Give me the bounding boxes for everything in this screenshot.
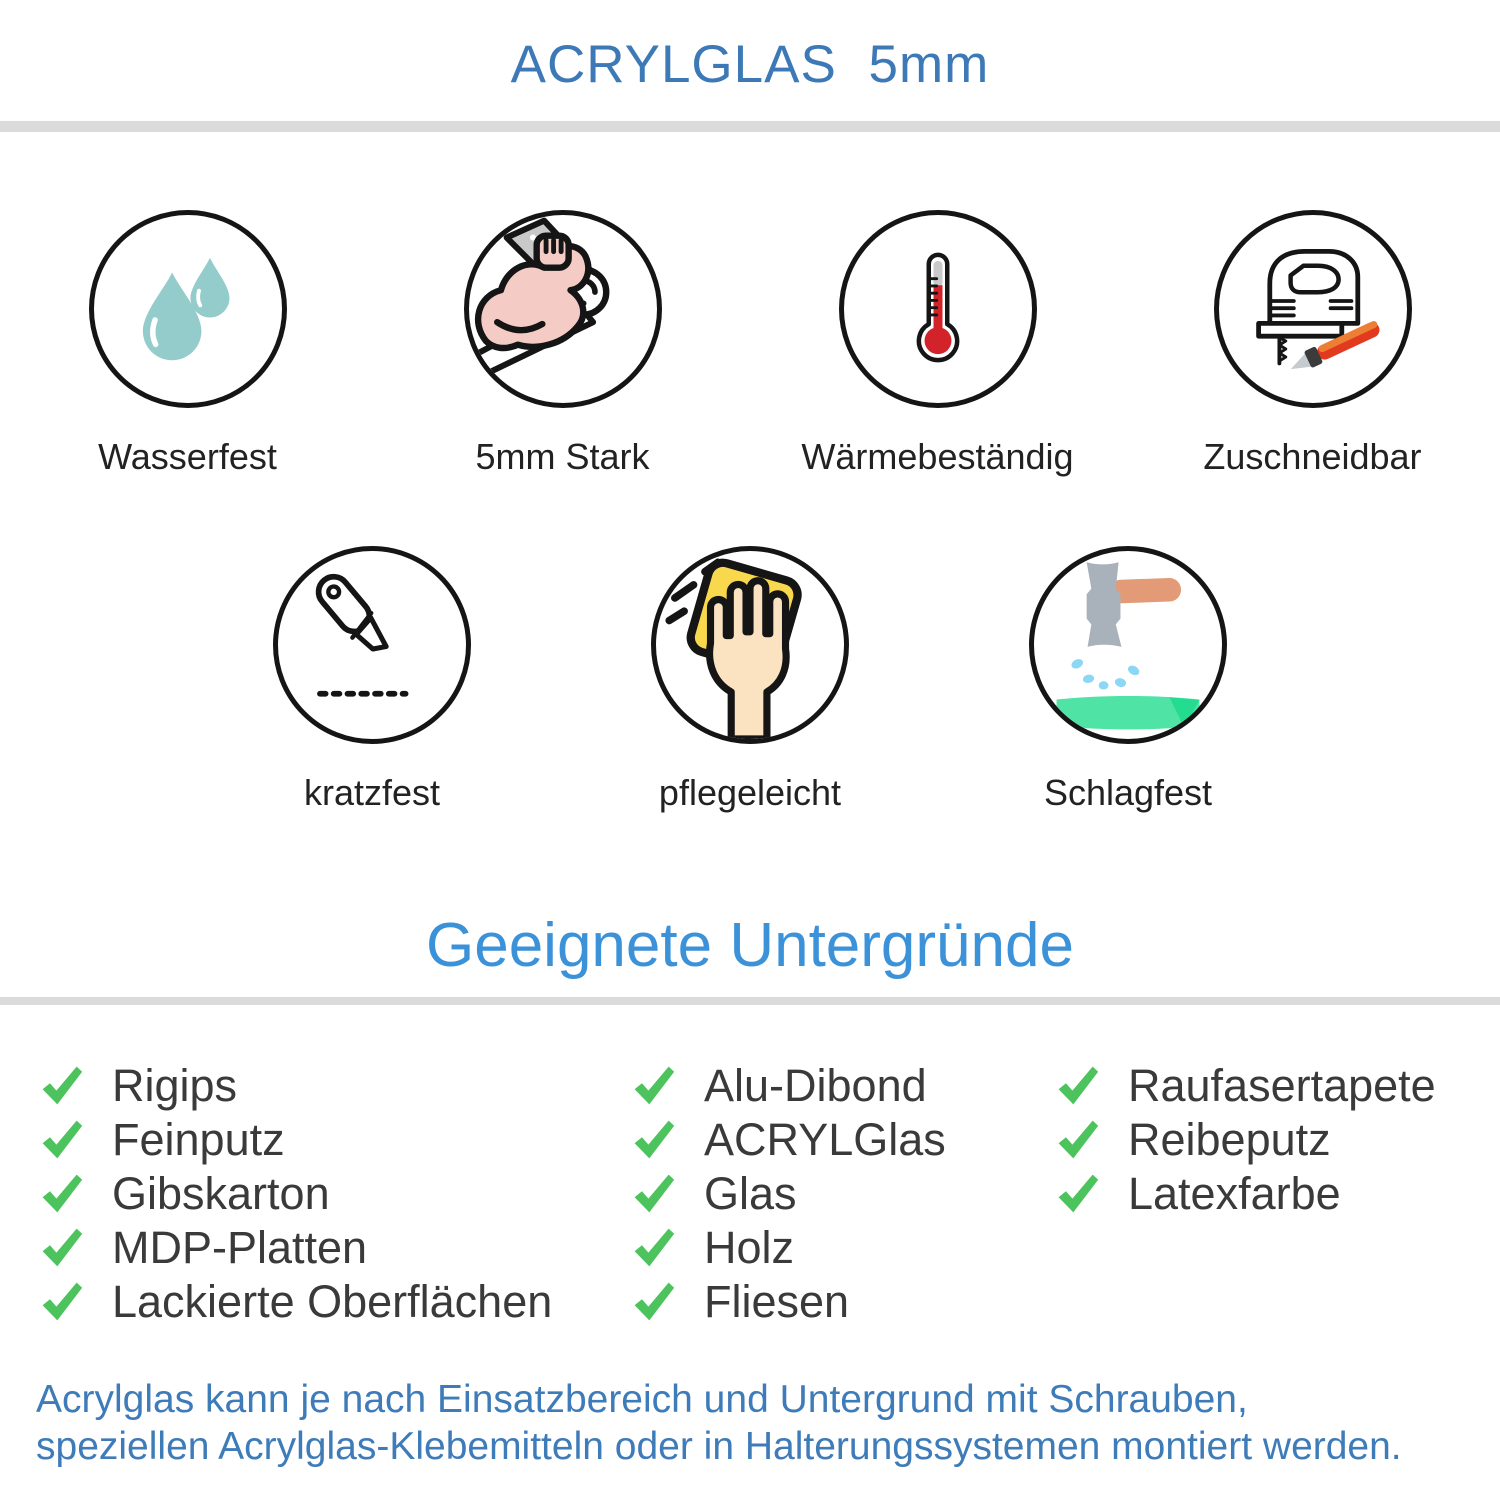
substrate-item: Gibskarton (38, 1167, 630, 1221)
feature-label: Schlagfest (1043, 772, 1213, 813)
check-icon (1054, 1117, 1100, 1163)
feature-waermebestaendig (750, 210, 1125, 478)
substrate-item: Holz (630, 1221, 1054, 1275)
cleaning-cloth-hand-icon (651, 546, 849, 744)
check-icon (1054, 1063, 1100, 1109)
feature-zuschneidbar (1125, 210, 1500, 478)
check-icon (38, 1171, 84, 1217)
feature-kratzfest (183, 546, 561, 814)
check-icon (38, 1063, 84, 1109)
substrates-column-1 (38, 1059, 630, 1329)
feature-wasserfest (0, 210, 375, 478)
substrate-item: Fliesen (630, 1275, 1054, 1329)
substrate-item: ACRYLGlas (630, 1113, 1054, 1167)
divider-middle (0, 997, 1500, 1005)
water-drops-icon (89, 210, 287, 408)
substrate-item: Lackierte Oberflächen (38, 1275, 630, 1329)
substrate-item: Rigips (38, 1059, 630, 1113)
substrate-item: Reibeputz (1054, 1113, 1436, 1167)
substrates-section (0, 1059, 1500, 1329)
check-icon (38, 1117, 84, 1163)
divider-top (0, 121, 1500, 132)
check-icon (630, 1171, 676, 1217)
features-section (0, 210, 1500, 814)
substrates-column-3 (1054, 1059, 1436, 1329)
substrates-column-2 (630, 1059, 1054, 1329)
thermometer-icon (839, 210, 1037, 408)
check-icon (630, 1279, 676, 1325)
check-icon (630, 1117, 676, 1163)
utility-knife-icon (273, 546, 471, 744)
feature-5mm-stark (375, 210, 750, 478)
jigsaw-scalpel-icon (1214, 210, 1412, 408)
feature-label: Wasserfest (98, 436, 277, 477)
substrate-item: Glas (630, 1167, 1054, 1221)
page-title: ACRYLGLAS 5mm (510, 35, 990, 94)
feature-pflegeleicht (561, 546, 939, 814)
feature-label: kratzfest (303, 772, 441, 813)
footer-line-2: speziellen Acrylglas-Klebemitteln oder in Halterungssystemen montiert werden. (36, 1425, 1402, 1469)
feature-label: 5mm Stark (475, 436, 650, 477)
feature-label: Zuschneidbar (1203, 436, 1422, 477)
substrate-item: Alu-Dibond (630, 1059, 1054, 1113)
substrate-item: MDP-Platten (38, 1221, 630, 1275)
check-icon (38, 1225, 84, 1271)
muscle-arm-roll-icon (464, 210, 662, 408)
substrate-item: Latexfarbe (1054, 1167, 1436, 1221)
substrate-item: Raufasertapete (1054, 1059, 1436, 1113)
check-icon (630, 1225, 676, 1271)
feature-label: Wärmebeständig (801, 436, 1074, 477)
check-icon (630, 1063, 676, 1109)
substrate-item: Feinputz (38, 1113, 630, 1167)
hammer-impact-icon (1029, 546, 1227, 744)
footer-line-1: Acrylglas kann je nach Einsatzbereich und Untergrund mit Schrauben, (36, 1378, 1248, 1422)
check-icon (1054, 1171, 1100, 1217)
check-icon (38, 1279, 84, 1325)
feature-label: pflegeleicht (658, 772, 842, 813)
footer-note (36, 1377, 1464, 1471)
feature-schlagfest (939, 546, 1317, 814)
features-row-2 (0, 546, 1500, 814)
section-heading: Geeignete Untergründe (425, 911, 1074, 980)
features-row-1 (0, 210, 1500, 478)
